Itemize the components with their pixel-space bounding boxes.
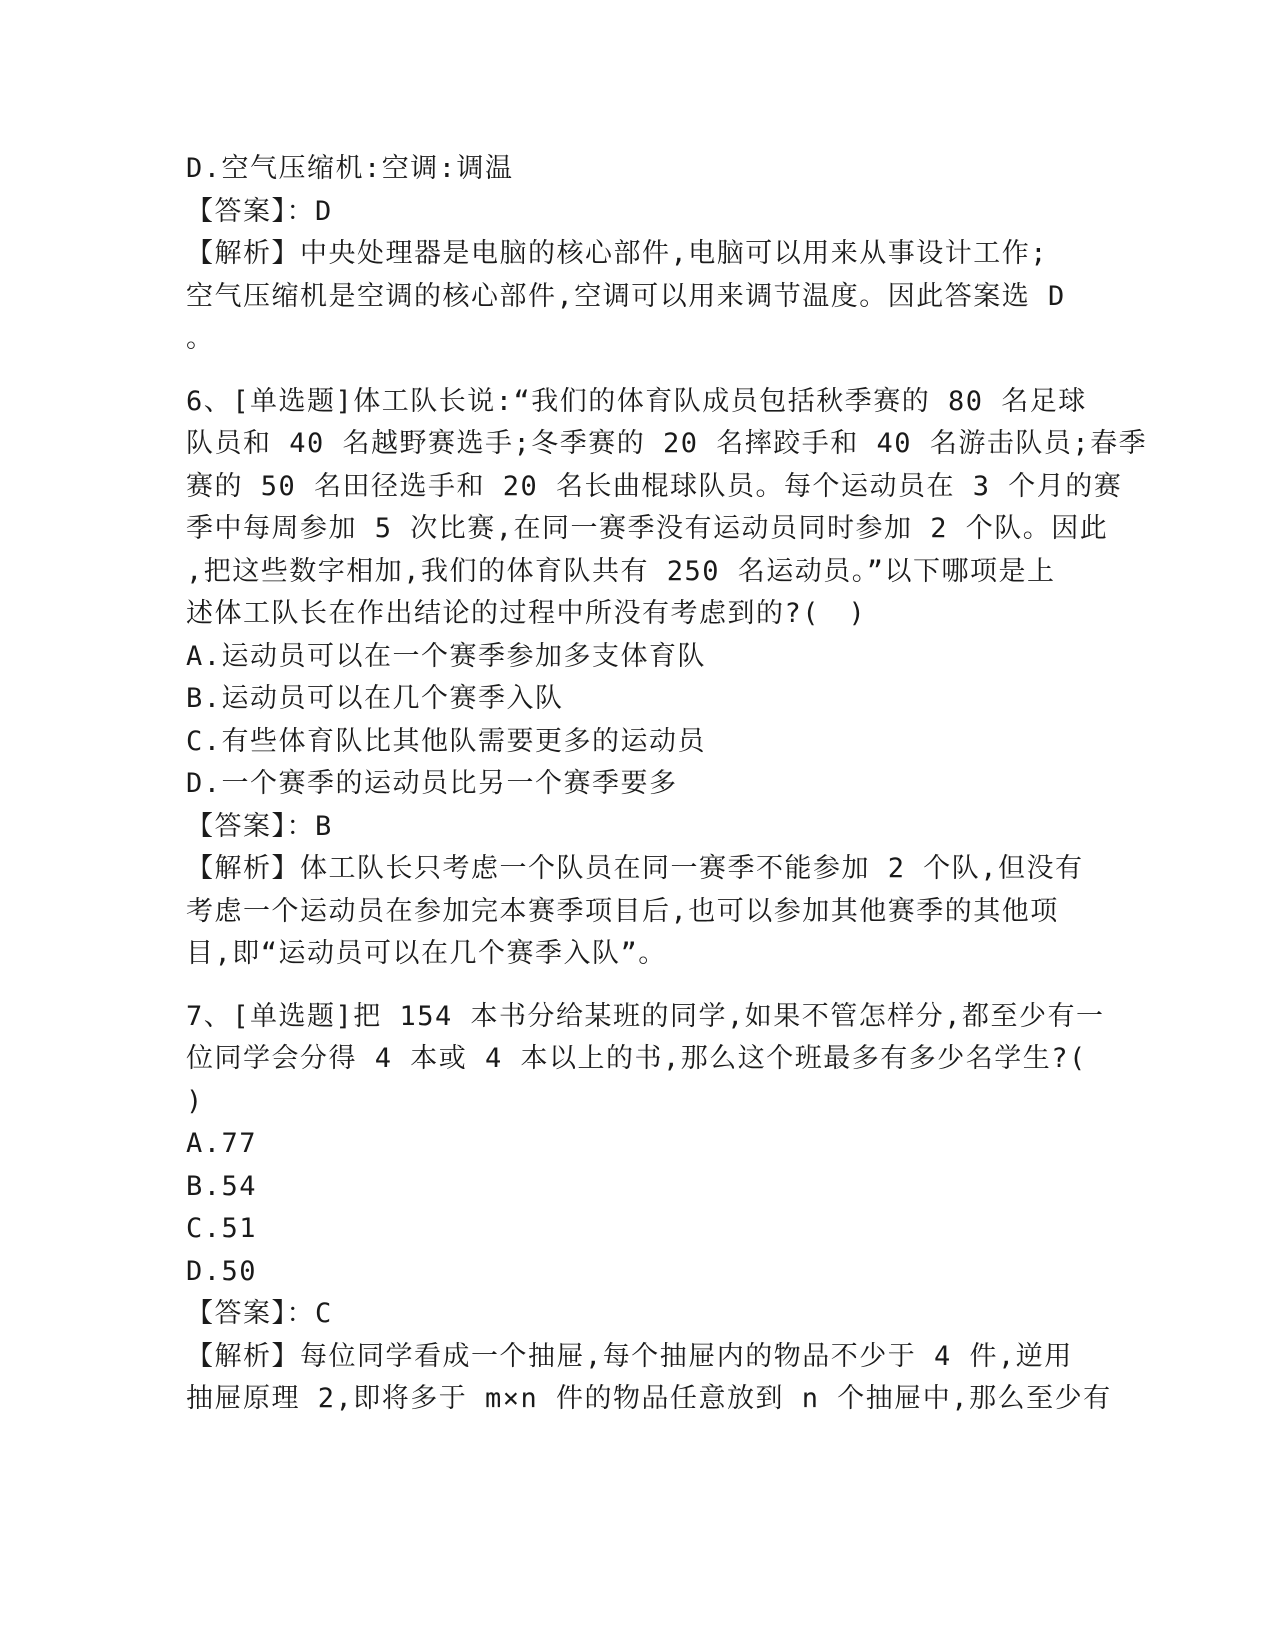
analysis-line: 【解析】每位同学看成一个抽屉,每个抽屉内的物品不少于 4 件,逆用 xyxy=(186,1340,1073,1372)
option-c: C.51 xyxy=(186,1213,258,1244)
question-7 xyxy=(186,996,1112,1421)
question-stem-line: 赛的 50 名田径选手和 20 名长曲棍球队员。每个运动员在 3 个月的赛 xyxy=(186,470,1123,502)
option-b: B.运动员可以在几个赛季入队 xyxy=(186,683,564,714)
analysis-line: 。 xyxy=(186,323,215,354)
option-b: B.54 xyxy=(186,1170,258,1202)
answer-line: 【答案】：B xyxy=(186,810,333,842)
question-stem-line: 季中每周参加 5 次比赛,在同一赛季没有运动员同时参加 2 个队。因此 xyxy=(186,513,1109,544)
analysis-line: 考虑一个运动员在参加完本赛季项目后,也可以参加其他赛季的其他项 xyxy=(186,895,1059,927)
previous-question-tail xyxy=(186,148,1086,361)
question-stem-line: ,把这些数字相加,我们的体育队共有 250 名运动员。”以下哪项是上 xyxy=(186,555,1056,587)
option-c: C.有些体育队比其他队需要更多的运动员 xyxy=(186,725,707,757)
analysis-line: 【解析】中央处理器是电脑的核心部件,电脑可以用来从事设计工作; xyxy=(186,238,1049,269)
question-stem-line: 6、[单选题]体工队长说:“我们的体育队成员包括秋季赛的 80 名足球 xyxy=(186,385,1087,417)
answer-line: 【答案】：C xyxy=(186,1298,333,1329)
question-stem-line: 位同学会分得 4 本或 4 本以上的书,那么这个班最多有多少名学生?( xyxy=(186,1043,1087,1074)
section-gap xyxy=(186,976,1086,996)
analysis-line: 【解析】体工队长只考虑一个队员在同一赛季不能参加 2 个队,但没有 xyxy=(186,853,1084,884)
analysis-line: 抽屉原理 2,即将多于 m×n 件的物品任意放到 n 个抽屉中,那么至少有 xyxy=(186,1383,1112,1414)
option-d: D.一个赛季的运动员比另一个赛季要多 xyxy=(186,768,678,799)
question-stem-line: 队员和 40 名越野赛选手;冬季赛的 20 名摔跤手和 40 名游击队员;春季 xyxy=(186,428,1148,459)
answer-line: 【答案】：D xyxy=(186,195,333,227)
option-d: D.空气压缩机:空调:调温 xyxy=(186,153,514,184)
question-stem-line: 7、[单选题]把 154 本书分给某班的同学,如果不管怎样分,都至少有一 xyxy=(186,1000,1105,1032)
option-a: A.77 xyxy=(186,1128,258,1159)
option-a: A.运动员可以在一个赛季参加多支体育队 xyxy=(186,640,707,672)
analysis-line: 目,即“运动员可以在几个赛季入队”。 xyxy=(186,938,667,969)
section-gap xyxy=(186,361,1086,381)
analysis-line: 空气压缩机是空调的核心部件,空调可以用来调节温度。因此答案选 D xyxy=(186,280,1066,312)
question-6 xyxy=(186,381,1148,976)
document-page xyxy=(186,148,1148,1421)
option-d: D.50 xyxy=(186,1255,258,1287)
question-stem-line: ) xyxy=(186,1085,204,1117)
question-stem-line: 述体工队长在作出结论的过程中所没有考虑到的?( ) xyxy=(186,598,867,629)
